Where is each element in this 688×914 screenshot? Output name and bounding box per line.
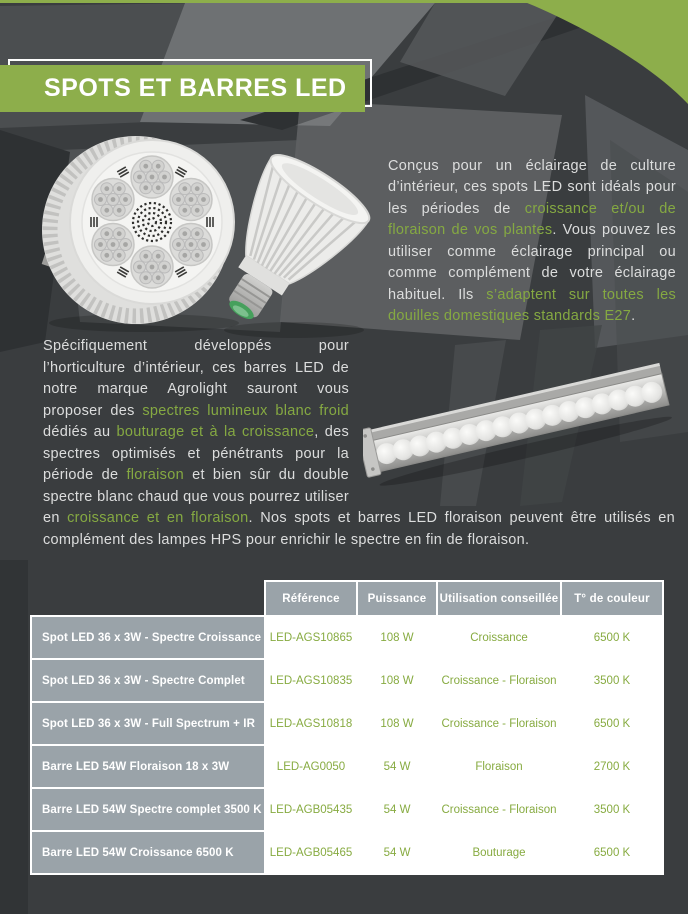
product-name-cell: Spot LED 36 x 3W - Full Spectrum + IR bbox=[31, 702, 265, 745]
utilisation-cell: Croissance - Floraison bbox=[437, 659, 561, 702]
utilisation-cell: Croissance - Floraison bbox=[437, 788, 561, 831]
intro-spots-paragraph bbox=[388, 156, 676, 328]
body-text: et bien sûr du double spectre blanc chaud que vous pourrez utiliser en bbox=[43, 467, 349, 526]
utilisation-cell: Floraison bbox=[437, 745, 561, 788]
highlighted-text: croissance et/ou de floraison de vos plantes bbox=[388, 200, 676, 238]
highlighted-text: bouturage et à la croissance bbox=[116, 424, 315, 440]
reference-cell: LED-AGS10835 bbox=[265, 659, 357, 702]
temperature-cell: 3500 K bbox=[561, 659, 663, 702]
table-row bbox=[31, 659, 663, 702]
header-cell-puissance: Puissance bbox=[357, 581, 437, 616]
table-row bbox=[31, 616, 663, 659]
reference-cell: LED-AGB05465 bbox=[265, 831, 357, 874]
header-cell-reference: Référence bbox=[265, 581, 357, 616]
table-header-row bbox=[31, 581, 663, 616]
page-title: SPOTS ET BARRES LED bbox=[44, 74, 347, 102]
body-text: Spécifiquement développés pour l’horticulture d’intérieur, ces barres LED de notre marque Agrolight sauront vous proposer des bbox=[43, 338, 349, 419]
puissance-cell: 108 W bbox=[357, 702, 437, 745]
body-text: , des spectres optimisés et pénétrants pour la période de bbox=[43, 424, 349, 483]
table-row bbox=[31, 831, 663, 874]
reference-cell: LED-AGS10818 bbox=[265, 702, 357, 745]
temperature-cell: 6500 K bbox=[561, 616, 663, 659]
corner-accent-shape bbox=[520, 0, 688, 104]
body-text: . Nos spots et barres LED floraison peuvent être utilisés en complément des lampes HPS pour enrichir le spectre en fin de floraison. bbox=[43, 510, 675, 548]
product-name-cell: Spot LED 36 x 3W - Spectre Complet bbox=[31, 659, 265, 702]
product-name-cell: Spot LED 36 x 3W - Spectre Croissance bbox=[31, 616, 265, 659]
bars-section bbox=[43, 336, 675, 551]
reference-cell: LED-AG0050 bbox=[265, 745, 357, 788]
reference-cell: LED-AGB05435 bbox=[265, 788, 357, 831]
product-name-cell: Barre LED 54W Floraison 18 x 3W bbox=[31, 745, 265, 788]
body-text: . Vous pouvez les utiliser comme éclairage principal ou comme complément de votre éclairage habituel. Ils bbox=[388, 222, 676, 303]
temperature-cell: 6500 K bbox=[561, 831, 663, 874]
highlighted-text: croissance et en floraison bbox=[67, 510, 249, 526]
highlighted-text: s’adaptent sur toutes les douilles domestiques standards E27 bbox=[388, 286, 676, 324]
led-spots-image bbox=[24, 118, 376, 342]
puissance-cell: 54 W bbox=[357, 745, 437, 788]
body-text: dédiés au bbox=[43, 424, 117, 440]
puissance-cell: 108 W bbox=[357, 659, 437, 702]
product-name-cell: Barre LED 54W Croissance 6500 K bbox=[31, 831, 265, 874]
banner-green-bar bbox=[0, 65, 365, 112]
led-bar-image bbox=[363, 340, 675, 498]
table-row bbox=[31, 702, 663, 745]
puissance-cell: 54 W bbox=[357, 831, 437, 874]
puissance-cell: 108 W bbox=[357, 616, 437, 659]
temperature-cell: 2700 K bbox=[561, 745, 663, 788]
body-text: . bbox=[631, 308, 636, 324]
body-text: Conçus pour un éclairage de culture d’intérieur, ces spots LED sont idéals pour les périodes de bbox=[388, 157, 676, 217]
puissance-cell: 54 W bbox=[357, 788, 437, 831]
products-table bbox=[30, 580, 664, 875]
utilisation-cell: Croissance bbox=[437, 616, 561, 659]
header-cell-temperature: T° de couleur bbox=[561, 581, 663, 616]
table-row bbox=[31, 788, 663, 831]
title-banner bbox=[0, 59, 390, 115]
utilisation-cell: Bouturage bbox=[437, 831, 561, 874]
reference-cell: LED-AGS10865 bbox=[265, 616, 357, 659]
utilisation-cell: Croissance - Floraison bbox=[437, 702, 561, 745]
temperature-cell: 3500 K bbox=[561, 788, 663, 831]
highlighted-text: spectres lumineux blanc froid bbox=[142, 402, 349, 419]
table-row bbox=[31, 745, 663, 788]
header-cell-empty bbox=[31, 581, 265, 616]
product-name-cell: Barre LED 54W Spectre complet 3500 K bbox=[31, 788, 265, 831]
temperature-cell: 6500 K bbox=[561, 702, 663, 745]
header-cell-utilisation: Utilisation conseillée bbox=[437, 581, 561, 616]
highlighted-text: floraison bbox=[126, 467, 184, 483]
